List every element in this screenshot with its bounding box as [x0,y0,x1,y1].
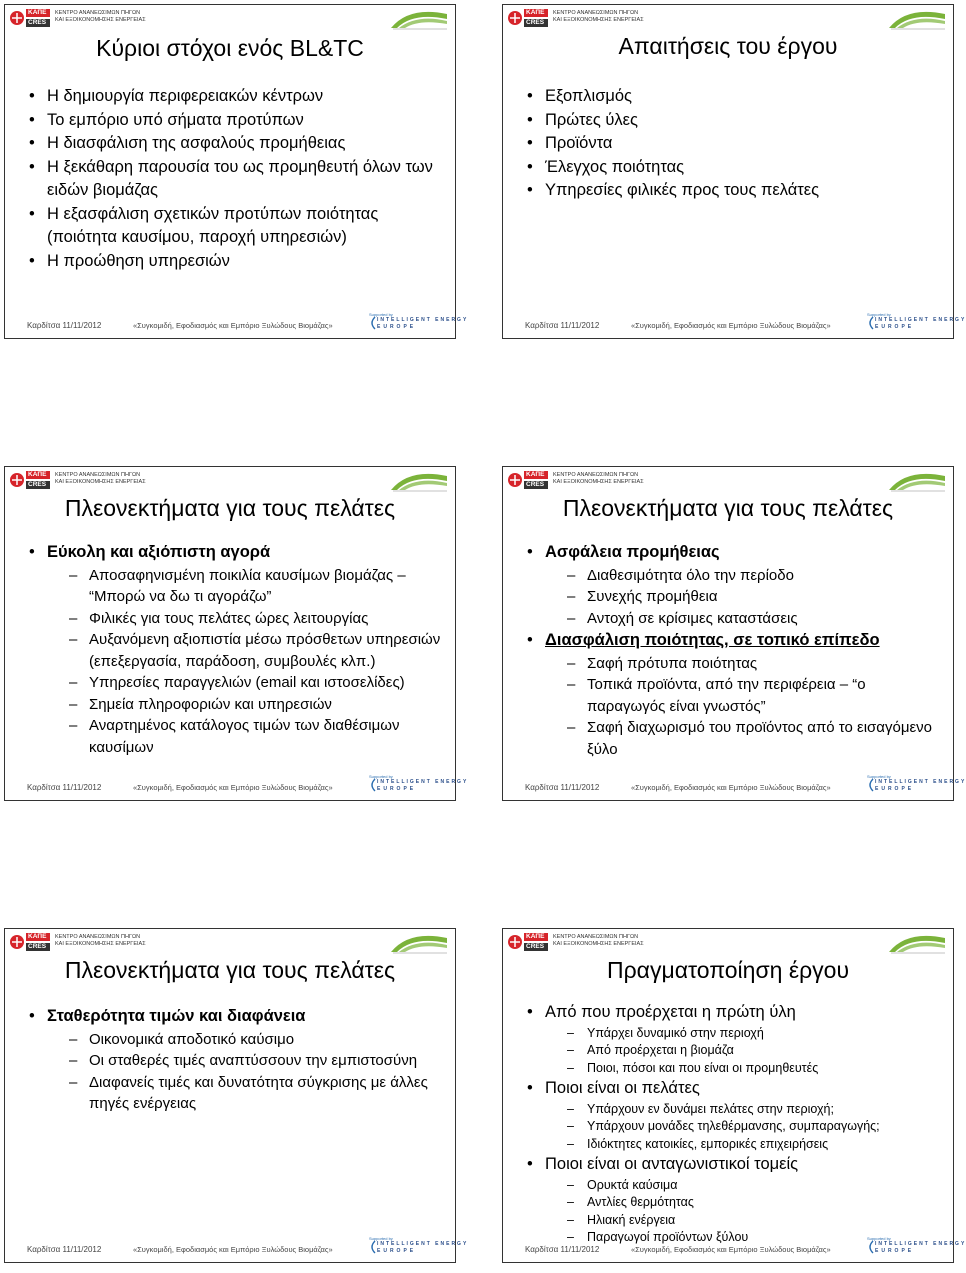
slide-title: Πλεονεκτήματα για τους πελάτες [64,957,396,983]
iee-line-2: EUROPE [377,1248,417,1254]
intelligent-energy-europe-logo [369,1236,469,1256]
iee-arc-icon [369,316,377,335]
slide-title: Κύριοι στόχοι ενός BL&TC [96,35,364,61]
sub-bullet-item: – Από προέρχεται η βιομάζα [545,1042,939,1060]
sub-bullet-list [545,1025,939,1078]
logo-text-top: ΚΑΠΕ [28,471,47,478]
bullet-item [25,132,441,156]
sub-bullet-list [545,653,939,761]
sub-bullet-item: – Ποιοι, πόσοι και που είναι οι προμηθευτές [545,1060,939,1078]
intelligent-energy-europe-logo [867,312,966,332]
iee-line-2: EUROPE [377,324,417,330]
intelligent-energy-europe-logo [369,312,469,332]
bullet-list [523,1001,939,1247]
slide-title: Πραγματοποίηση έργου [606,957,850,983]
green-wave-logo [389,932,449,954]
green-wave-logo [887,932,947,954]
bullet-text: Εξοπλισμός [545,87,633,105]
slide-header [9,8,449,30]
iee-supported-text: Supported by [369,312,393,317]
bullet-text: Πρώτες ύλες [545,110,638,129]
bullet-item [523,629,939,760]
bullet-item [523,109,939,133]
sub-bullet-list [545,565,939,630]
bullet-item [25,109,441,133]
iee-supported-text: Supported by [867,312,891,317]
slide-4 [502,466,966,801]
bullet-text: Προϊόντα [545,134,613,152]
footer-date: Καρδίτσα 11/11/2012 [525,783,600,792]
sub-bullet-item: – Αναρτημένος κατάλογος τιμών των διαθέσιμων καυσίμων [47,715,441,758]
slide-body [25,1005,441,1115]
bullet-item [523,85,939,109]
slide-footer [27,312,469,332]
iee-line-1: INTELLIGENT ENERGY [377,779,469,785]
bullet-item [523,1001,939,1077]
cres-logo [507,932,549,952]
sub-bullet-item: – Τοπικά προϊόντα, από την περιφέρεια – “ο παραγωγός είναι γνωστός” [545,674,939,717]
footer-date: Καρδίτσα 11/11/2012 [27,783,102,792]
organization-name [55,934,146,948]
bullet-list [25,85,441,273]
sub-bullet-item: – Διαθεσιμότητα όλο την περίοδο [545,565,939,587]
bullet-item [523,541,939,629]
slide-body [25,85,441,273]
slide-header [507,8,947,30]
logo-text-bottom: CRES [526,19,545,26]
slide-6 [502,928,966,1263]
slide-title: Πλεονεκτήματα για τους πελάτες [64,495,396,521]
organization-line-1: ΚΕΝΤΡΟ ΑΝΑΝΕΩΣΙΜΩΝ ΠΗΓΩΝ [553,934,639,940]
iee-supported-text: Supported by [867,774,891,779]
logo-text-top: ΚΑΠΕ [28,933,47,940]
footer-caption: «Συγκομιδή, Εφοδιασμός και Εμπόριο Ξυλώδους Βιομάζας» [133,321,333,330]
organization-name [55,10,146,24]
sub-bullet-item: – Σαφή πρότυπα ποιότητας [545,653,939,675]
sub-bullet-item: – Αντλίες θερμότητας [545,1194,939,1212]
footer-caption: «Συγκομιδή, Εφοδιασμός και Εμπόριο Ξυλώδους Βιομάζας» [133,1245,333,1254]
slide-title: Πλεονεκτήματα για τους πελάτες [562,495,894,521]
bullet-item [523,1077,939,1153]
footer-date: Καρδίτσα 11/11/2012 [525,321,600,330]
green-wave-logo [887,8,947,30]
cres-logo [9,470,51,490]
intelligent-energy-europe-logo [867,1236,966,1256]
sub-bullet-item: – Οικονομικά αποδοτικό καύσιμο [47,1029,441,1051]
iee-line-1: INTELLIGENT ENERGY [377,1241,469,1247]
organization-line-1: ΚΕΝΤΡΟ ΑΝΑΝΕΩΣΙΜΩΝ ΠΗΓΩΝ [55,472,141,478]
bullet-text: Η προώθηση υπηρεσιών [47,251,230,270]
green-wave-logo [389,470,449,492]
sub-bullet-item: – Αντοχή σε κρίσιμες καταστάσεις [545,608,939,630]
organization-line-2: ΚΑΙ ΕΞΟΙΚΟΝΟΜΗΣΗΣ ΕΝΕΡΓΕΙΑΣ [55,479,146,485]
bullet-text: Ποιοι είναι οι πελάτες [545,1079,700,1097]
bullet-item [25,156,441,203]
sub-bullet-item: – Ορυκτά καύσιμα [545,1177,939,1195]
iee-line-2: EUROPE [875,1248,915,1254]
bullet-text: Η διασφάλιση της ασφαλούς προμήθειας [47,134,346,152]
bullet-item [523,132,939,156]
bullet-item [25,1005,441,1115]
bullet-text: Υπηρεσίες φιλικές προς τους πελάτες [545,181,820,199]
footer-caption: «Συγκομιδή, Εφοδιασμός και Εμπόριο Ξυλώδους Βιομάζας» [631,321,831,330]
bullet-text: Η δημιουργία περιφερειακών κέντρων [47,87,324,105]
footer-date: Καρδίτσα 11/11/2012 [525,1245,600,1254]
logo-text-top: ΚΑΠΕ [526,933,545,940]
intelligent-energy-europe-logo [867,774,966,794]
organization-line-1: ΚΕΝΤΡΟ ΑΝΑΝΕΩΣΙΜΩΝ ΠΗΓΩΝ [553,10,639,16]
slide-footer [525,312,966,332]
logo-text-bottom: CRES [28,19,47,26]
bullet-item [523,179,939,203]
organization-line-2: ΚΑΙ ΕΞΟΙΚΟΝΟΜΗΣΗΣ ΕΝΕΡΓΕΙΑΣ [553,17,644,23]
organization-line-2: ΚΑΙ ΕΞΟΙΚΟΝΟΜΗΣΗΣ ΕΝΕΡΓΕΙΑΣ [55,17,146,23]
slide-body [523,85,939,203]
bullet-item [523,156,939,180]
bullet-item [25,250,441,274]
cres-logo [507,8,549,28]
bullet-list [523,85,939,203]
bullet-list [25,1005,441,1115]
iee-line-1: INTELLIGENT ENERGY [377,317,469,323]
bullet-text: Η ξεκάθαρη παρουσία του ως προμηθευτή όλων των ειδών βιομάζας [47,157,433,199]
bullet-text: Διασφάλιση ποιότητας, σε τοπικό επίπεδο [545,631,880,649]
footer-caption: «Συγκομιδή, Εφοδιασμός και Εμπόριο Ξυλώδους Βιομάζας» [631,783,831,792]
sub-bullet-item: – Ιδιόκτητες κατοικίες, εμπορικές επιχειρήσεις [545,1136,939,1154]
iee-supported-text: Supported by [369,774,393,779]
slide-3 [4,466,469,801]
organization-line-1: ΚΕΝΤΡΟ ΑΝΑΝΕΩΣΙΜΩΝ ΠΗΓΩΝ [55,10,141,16]
iee-line-2: EUROPE [875,786,915,792]
bullet-text: Το εμπόριο υπό σήματα προτύπων [47,110,304,129]
bullet-text: Εύκολη και αξιόπιστη αγορά [47,543,271,561]
slide-footer [27,774,469,794]
organization-line-1: ΚΕΝΤΡΟ ΑΝΑΝΕΩΣΙΜΩΝ ΠΗΓΩΝ [553,472,639,478]
iee-arc-icon [369,1240,377,1259]
logo-text-top: ΚΑΠΕ [28,9,47,16]
green-wave-logo [887,470,947,492]
sub-bullet-item: – Υπηρεσίες παραγγελιών (email και ιστοσελίδες) [47,672,441,694]
sub-bullet-item: – Σαφή διαχωρισμό του προϊόντος από το εισαγόμενο ξύλο [545,717,939,760]
slide-2 [502,4,966,339]
bullet-item [25,541,441,758]
sub-bullet-list [47,565,441,759]
slide-footer [27,1236,469,1256]
logo-text-top: ΚΑΠΕ [526,9,545,16]
sub-bullet-item: – Σημεία πληροφοριών και υπηρεσιών [47,694,441,716]
bullet-text: Ποιοι είναι οι ανταγωνιστικοί τομείς [545,1155,799,1173]
footer-date: Καρδίτσα 11/11/2012 [27,321,102,330]
slide-1 [4,4,469,339]
bullet-text: Σταθερότητα τιμών και διαφάνεια [47,1007,306,1025]
organization-name [553,934,644,948]
sub-bullet-list [47,1029,441,1115]
slide-body [523,1001,939,1247]
sub-bullet-item: – Αυξανόμενη αξιοπιστία μέσω πρόσθετων υπηρεσιών (επεξεργασία, παράδοση, συμβουλές κλπ.) [47,629,441,672]
slide-body [523,541,939,760]
bullet-item [25,85,441,109]
iee-arc-icon [867,778,875,797]
iee-supported-text: Supported by [369,1236,393,1241]
sub-bullet-item: – Παραγωγοί προϊόντων ξύλου [545,1229,939,1247]
sub-bullet-item: – Συνεχής προμήθεια [545,586,939,608]
bullet-text: Από που προέρχεται η πρώτη ύλη [545,1003,796,1021]
organization-line-1: ΚΕΝΤΡΟ ΑΝΑΝΕΩΣΙΜΩΝ ΠΗΓΩΝ [55,934,141,940]
sub-bullet-item: – Διαφανείς τιμές και δυνατότητα σύγκρισης με άλλες πηγές ενέργειας [47,1072,441,1115]
sub-bullet-item: – Οι σταθερές τιμές αναπτύσσουν την εμπιστοσύνη [47,1050,441,1072]
slide-header [507,932,947,954]
logo-text-bottom: CRES [526,481,545,488]
footer-caption: «Συγκομιδή, Εφοδιασμός και Εμπόριο Ξυλώδους Βιομάζας» [133,783,333,792]
organization-line-2: ΚΑΙ ΕΞΟΙΚΟΝΟΜΗΣΗΣ ΕΝΕΡΓΕΙΑΣ [55,941,146,947]
bullet-text: Η εξασφάλιση σχετικών προτύπων ποιότητας (ποιότητα καυσίμου, παροχή υπηρεσιών) [47,204,379,246]
slide-title: Απαιτήσεις του έργου [618,33,838,59]
logo-text-bottom: CRES [28,481,47,488]
organization-name [55,472,146,486]
footer-date: Καρδίτσα 11/11/2012 [27,1245,102,1254]
iee-arc-icon [867,1240,875,1259]
logo-text-top: ΚΑΠΕ [526,471,545,478]
iee-line-1: INTELLIGENT ENERGY [875,779,966,785]
organization-name [553,472,644,486]
iee-arc-icon [369,778,377,797]
logo-text-bottom: CRES [526,943,545,950]
sub-bullet-item: – Υπάρχουν εν δυνάμει πελάτες στην περιοχή; [545,1101,939,1119]
slide-header [507,470,947,492]
bullet-text: Έλεγχος ποιότητας [545,157,685,176]
slide-5 [4,928,469,1263]
sub-bullet-list [545,1101,939,1154]
cres-logo [507,470,549,490]
iee-line-2: EUROPE [875,324,915,330]
iee-arc-icon [867,316,875,335]
iee-supported-text: Supported by [867,1236,891,1241]
bullet-item [25,203,441,250]
organization-name [553,10,644,24]
bullet-list [523,541,939,760]
footer-caption: «Συγκομιδή, Εφοδιασμός και Εμπόριο Ξυλώδους Βιομάζας» [631,1245,831,1254]
iee-line-1: INTELLIGENT ENERGY [875,1241,966,1247]
iee-line-1: INTELLIGENT ENERGY [875,317,966,323]
green-wave-logo [389,8,449,30]
bullet-text: Ασφάλεια προμήθειας [545,543,720,561]
cres-logo [9,932,51,952]
slide-header [9,932,449,954]
sub-bullet-item: – Αποσαφηνισμένη ποικιλία καυσίμων βιομάζας – “Μπορώ να δω τι αγοράζω” [47,565,441,608]
sub-bullet-item: – Υπάρχει δυναμικό στην περιοχή [545,1025,939,1043]
cres-logo [9,8,51,28]
slide-footer [525,774,966,794]
sub-bullet-item: – Φιλικές για τους πελάτες ώρες λειτουργίας [47,608,441,630]
logo-text-bottom: CRES [28,943,47,950]
organization-line-2: ΚΑΙ ΕΞΟΙΚΟΝΟΜΗΣΗΣ ΕΝΕΡΓΕΙΑΣ [553,941,644,947]
slide-header [9,470,449,492]
bullet-item [523,1153,939,1247]
organization-line-2: ΚΑΙ ΕΞΟΙΚΟΝΟΜΗΣΗΣ ΕΝΕΡΓΕΙΑΣ [553,479,644,485]
intelligent-energy-europe-logo [369,774,469,794]
slide-body [25,541,441,758]
bullet-list [25,541,441,758]
sub-bullet-item: – Ηλιακή ενέργεια [545,1212,939,1230]
sub-bullet-item: – Υπάρχουν μονάδες τηλεθέρμανσης, συμπαραγωγής; [545,1118,939,1136]
iee-line-2: EUROPE [377,786,417,792]
